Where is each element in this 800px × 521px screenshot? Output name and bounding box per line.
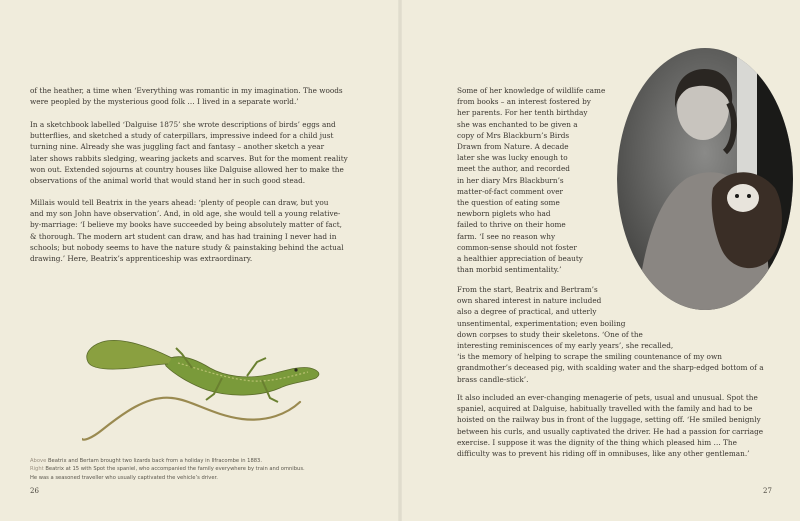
figure-caption: Above Beatrix and Bertam brought two lizards back from a holiday in Ilfracombe in 1883. Right Beatrix at 15 with Spot the spaniel, who accompanied the family everywhere by train and omnibus. He was a seasoned traveller who usually captivated the vehicle’s driver. [30, 458, 305, 481]
left-paragraph-1: of the heather, a time when ‘Everything was romantic in my imagination. The woods were peopled by the mysterious good folk … I lived in a separate world.’ [30, 86, 343, 107]
page-number-right: 27 [763, 487, 772, 495]
left-paragraph-2: In a sketchbook labelled ‘Dalguise 1875’ she wrote descriptions of birds’ eggs and butterflies, and sketched a study of caterpillars, impressive indeed for a child just turning nine. Already she was juggling fact and fantasy – another sketch a year later shows rabbits sledging, wearing jackets and scarves. But for the moment reality won out. Extended sojourns at country houses like Dalguise allowed her to make the observations of the animal world that would stand her in such good stead. [30, 120, 348, 186]
right-page [400, 0, 800, 521]
page-number-left: 26 [30, 487, 39, 495]
right-paragraph-3: It also included an ever-changing menagerie of pets, usual and unusual. Spot the spaniel, acquired at Dalguise, habitually travelled with the family and had to be hoisted on the railway bus in front of the luggage, setting off. ‘He smiled benignly between his curls, and usually captivated the driver. He had a passion for carriage exercise. I suppose it was the dignity of the thing which pleased him … The difficulty was to prevent his riding off in omnibuses, like any other gentleman.’ [457, 393, 764, 459]
lizard-illustration [82, 318, 342, 443]
right-paragraph-2: From the start, Beatrix and Bertram’s own shared interest in nature included also a degree of practical, and utterly unsentimental, experimentation; even boiling down corpses to study their skeletons. ‘One of the interesting reminiscences of my early years’, she recalled, ‘is the memory of helping to scrape the smiling countenance of my own grandmother’s deceased pig, with scalding water and the sharp-edged bottom of a brass candle-stick’. [457, 285, 764, 384]
portrait-photo-oval [617, 48, 793, 310]
right-paragraph-1: Some of her knowledge of wildlife came from books – an interest fostered by her parents. For her tenth birthday she was enchanted to be given a copy of Mrs Blackburn’s Birds Drawn from Nature. A decade later she was lucky enough to meet the author, and recorded in her diary Mrs Blackburn’s matter-of-fact comment over the question of eating some newborn piglets who had failed to thrive on their home farm. ‘I see no reason why common-sense should not foster a healthier appreciation of beauty than morbid sentimentality.’ [457, 86, 606, 275]
left-paragraph-3: Millais would tell Beatrix in the years ahead: ‘plenty of people can draw, but you and my son John have observation’. And, in old age, she would tell a young relative- by-marriage: ‘I believe my books have succeeded by being absolutely matter of fact, & thorough. The modern art student can draw, and has had training I never had in schools; but nobody seems to have the nature study & painstaking behind the actual drawing.’ Here, Beatrix’s apprenticeship was extraordinary. [30, 198, 344, 264]
